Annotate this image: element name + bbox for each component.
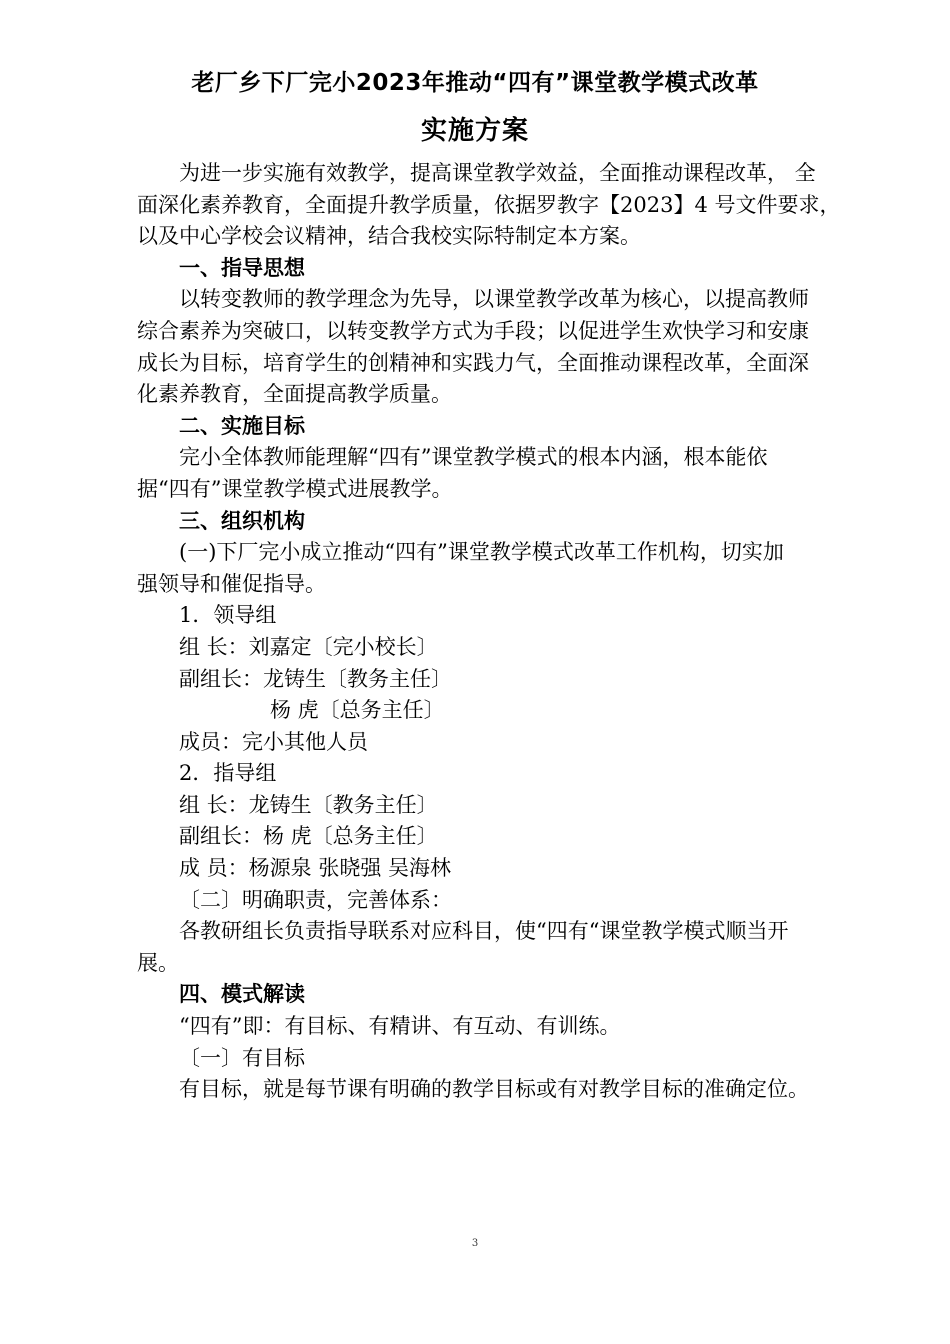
- paragraph-line: 各教研组长负责指导联系对应科目，使“四有“课堂教学模式顺当开: [179, 919, 789, 944]
- section-heading-model: 四、模式解读: [179, 982, 305, 1007]
- paragraph-line: (一)下厂完小成立推动“四有”课堂教学模式改革工作机构，切实加: [179, 540, 784, 565]
- intro-line: 面深化素养教育，全面提升教学质量，依据罗教字【2023】4 号文件要求，: [137, 192, 841, 217]
- intro-line: 为进一步实施有效教学，提高课堂教学效益，全面推动课程改革， 全: [179, 161, 816, 185]
- paragraph-line: 综合素养为突破口，以转变教学方式为手段；以促进学生欢快学习和安康: [137, 318, 809, 343]
- paragraph-line: 成长为目标，培育学生的创精神和实践力气，全面推动课程改革，全面深: [137, 350, 809, 375]
- paragraph-line: 据“四有”课堂教学模式进展教学。: [137, 476, 453, 501]
- paragraph-line: 以转变教师的教学理念为先导，以课堂教学改革为核心，以提高教师: [179, 287, 809, 312]
- group-title-leading: 1．领导组: [179, 603, 277, 628]
- subsection-title: 〔二〕明确职责，完善体系：: [179, 887, 452, 912]
- paragraph-line: 强领导和催促指导。: [137, 571, 326, 596]
- paragraph-line: 展。: [137, 950, 179, 975]
- section-heading-organization: 三、组织机构: [179, 508, 305, 533]
- subsection-title: 〔一〕有目标: [179, 1045, 305, 1070]
- group-leader: 组 长：刘嘉定〔完小校长〕: [179, 634, 438, 659]
- group-members: 成 员：杨源泉 张晓强 吴海林: [179, 856, 452, 881]
- group-leader: 组 长：龙铸生〔教务主任〕: [179, 792, 438, 817]
- group-members: 成员：完小其他人员: [179, 729, 368, 754]
- document-body: [137, 158, 859, 1106]
- group-deputy: 杨 虎〔总务主任〕: [270, 698, 445, 723]
- paragraph-line: 有目标，就是每节课有明确的教学目标或有对教学目标的准确定位。: [179, 1077, 809, 1102]
- group-deputy: 副组长：杨 虎〔总务主任〕: [179, 824, 438, 849]
- section-heading-goals: 二、实施目标: [179, 413, 305, 438]
- section-heading-guiding-ideology: 一、指导思想: [179, 255, 305, 280]
- document-title: 老厂乡下厂完小2023年推动“四有”课堂教学模式改革: [191, 70, 759, 96]
- intro-line: 以及中心学校会议精神，结合我校实际特制定本方案。: [137, 224, 641, 249]
- group-title-guidance: 2．指导组: [179, 761, 277, 786]
- page-number: 3: [471, 1238, 479, 1249]
- group-deputy: 副组长：龙铸生〔教务主任〕: [179, 666, 452, 691]
- paragraph-line: “四有”即：有目标、有精讲、有互动、有训练。: [179, 1014, 621, 1039]
- document-subtitle: 实施方案: [420, 116, 529, 146]
- paragraph-line: 完小全体教师能理解“四有”课堂教学模式的根本内涵，根本能依: [179, 445, 768, 470]
- paragraph-line: 化素养教育，全面提高教学质量。: [137, 382, 452, 407]
